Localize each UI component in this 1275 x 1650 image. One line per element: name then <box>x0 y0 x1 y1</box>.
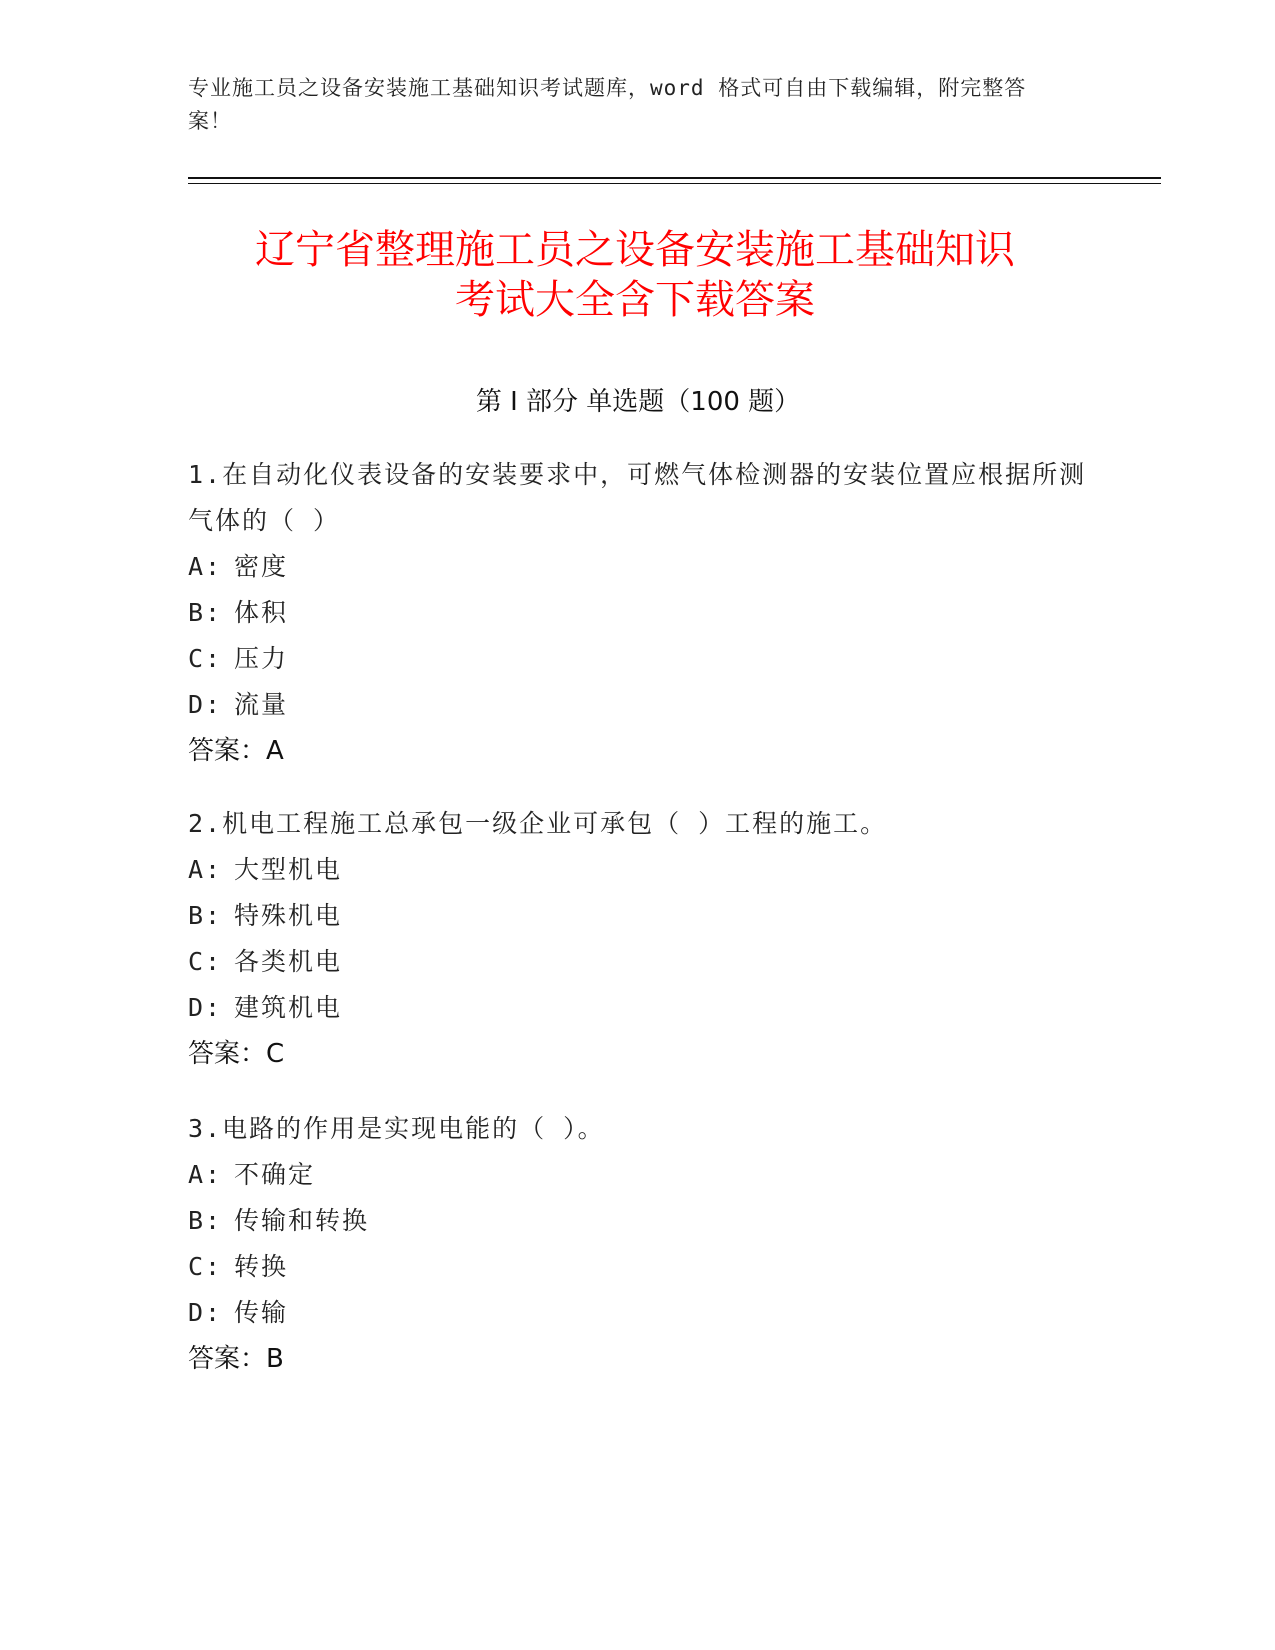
option-a <box>188 1152 1088 1198</box>
option-text: 转换 <box>234 1252 289 1281</box>
option-text: 体积 <box>234 598 289 627</box>
option-key: A: <box>188 855 223 884</box>
question-1 <box>188 452 1088 774</box>
option-text: 不确定 <box>234 1160 316 1189</box>
option-key: A: <box>188 1160 223 1189</box>
option-c <box>188 1244 1088 1290</box>
option-a <box>188 544 1088 590</box>
option-key: B: <box>188 901 223 930</box>
question-2 <box>188 801 1088 1077</box>
option-key: D: <box>188 993 223 1022</box>
option-key: A: <box>188 552 223 581</box>
document-title-line-1: 辽宁省整理施工员之设备安装施工基础知识 <box>255 227 1015 273</box>
option-key: D: <box>188 1298 223 1327</box>
option-d <box>188 682 1088 728</box>
option-text: 密度 <box>234 552 289 581</box>
option-text: 大型机电 <box>234 855 343 884</box>
option-text: 特殊机电 <box>234 901 343 930</box>
option-key: C: <box>188 947 223 976</box>
answer: 答案：A <box>188 736 284 766</box>
option-a <box>188 847 1088 893</box>
option-text: 各类机电 <box>234 947 343 976</box>
header-note: 专业施工员之设备安装施工基础知识考试题库，word 格式可自由下载编辑，附完整答案！ <box>188 76 1027 133</box>
option-d <box>188 1290 1088 1336</box>
option-text: 传输和转换 <box>234 1206 370 1235</box>
question-stem: 2.机电工程施工总承包一级企业可承包（ ）工程的施工。 <box>188 809 888 838</box>
answer: 答案：C <box>188 1039 285 1069</box>
option-key: C: <box>188 1252 223 1281</box>
option-text: 建筑机电 <box>234 993 343 1022</box>
option-text: 传输 <box>234 1298 289 1327</box>
option-b <box>188 590 1088 636</box>
option-c <box>188 939 1088 985</box>
question-stem: 3.电路的作用是实现电能的（ ）。 <box>188 1114 605 1143</box>
question-stem: 1.在自动化仪表设备的安装要求中，可燃气体检测器的安装位置应根据所测气体的（ ） <box>188 460 1087 535</box>
option-b <box>188 893 1088 939</box>
header-divider-thin <box>188 183 1161 184</box>
answer: 答案：B <box>188 1344 284 1374</box>
option-key: C: <box>188 644 223 673</box>
question-3 <box>188 1106 1088 1382</box>
header-divider-thick <box>188 177 1161 179</box>
document-title-line-2: 考试大全含下载答案 <box>455 277 815 323</box>
option-d <box>188 985 1088 1031</box>
option-b <box>188 1198 1088 1244</box>
option-key: B: <box>188 598 223 627</box>
option-key: B: <box>188 1206 223 1235</box>
option-text: 压力 <box>234 644 289 673</box>
option-key: D: <box>188 690 223 719</box>
option-c <box>188 636 1088 682</box>
section-heading: 第 I 部分 单选题（100 题） <box>475 387 801 417</box>
option-text: 流量 <box>234 690 289 719</box>
document-title <box>160 225 1110 325</box>
